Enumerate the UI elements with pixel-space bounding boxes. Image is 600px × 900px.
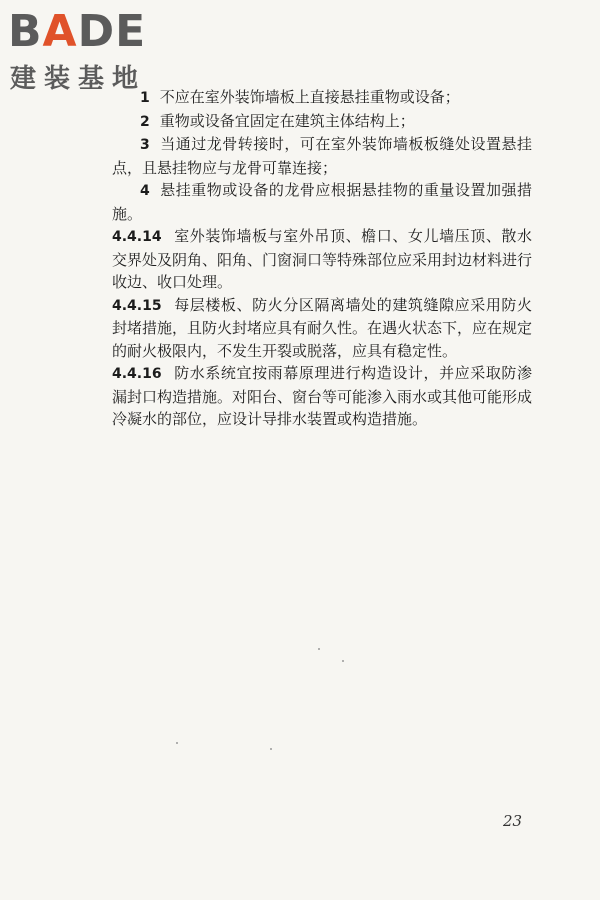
- document-body: [112, 86, 532, 431]
- page-number: 23: [503, 812, 523, 830]
- clause-4-4-15: 4.4.15 每层楼板、防火分区隔离墙处的建筑缝隙应采用防火封堵措施，且防火封堵应具有耐久性。在遇火状态下，应在规定的耐火极限内，不发生开裂或脱落，应具有稳定性。: [112, 295, 533, 360]
- scan-speck: [318, 648, 320, 650]
- list-item: 2 重物或设备宜固定在建筑主体结构上；: [140, 111, 415, 130]
- logo-wordmark: BADE: [8, 6, 147, 57]
- clause-4-4-14: 4.4.14 室外装饰墙板与室外吊顶、檐口、女儿墙压顶、散水交界处及阴角、阳角、门窗洞口等特殊部位应采用封边材料进行收边、收口处理。: [112, 227, 533, 291]
- logo-subtitle: 建装基地: [10, 64, 147, 94]
- list-item: 3 当通过龙骨转接时，可在室外装饰墙板板缝处设置悬挂点，且悬挂物应与龙骨可靠连接；: [112, 135, 532, 177]
- list-item: 1 不应在室外装饰墙板上直接悬挂重物或设备；: [140, 88, 460, 106]
- scan-speck: [270, 748, 272, 750]
- scan-speck: [176, 742, 178, 744]
- clause-4-4-16: 4.4.16 防水系统宜按雨幕原理进行构造设计，并应采取防渗漏封口构造措施。对阳台、窗台等可能渗入雨水或其他可能形成冷凝水的部位，应设计导排水装置或构造措施。: [112, 364, 533, 428]
- list-item: 4 悬挂重物或设备的龙骨应根据悬挂物的重量设置加强措施。: [112, 181, 532, 223]
- brand-logo: [8, 6, 178, 98]
- scan-speck: [342, 660, 344, 662]
